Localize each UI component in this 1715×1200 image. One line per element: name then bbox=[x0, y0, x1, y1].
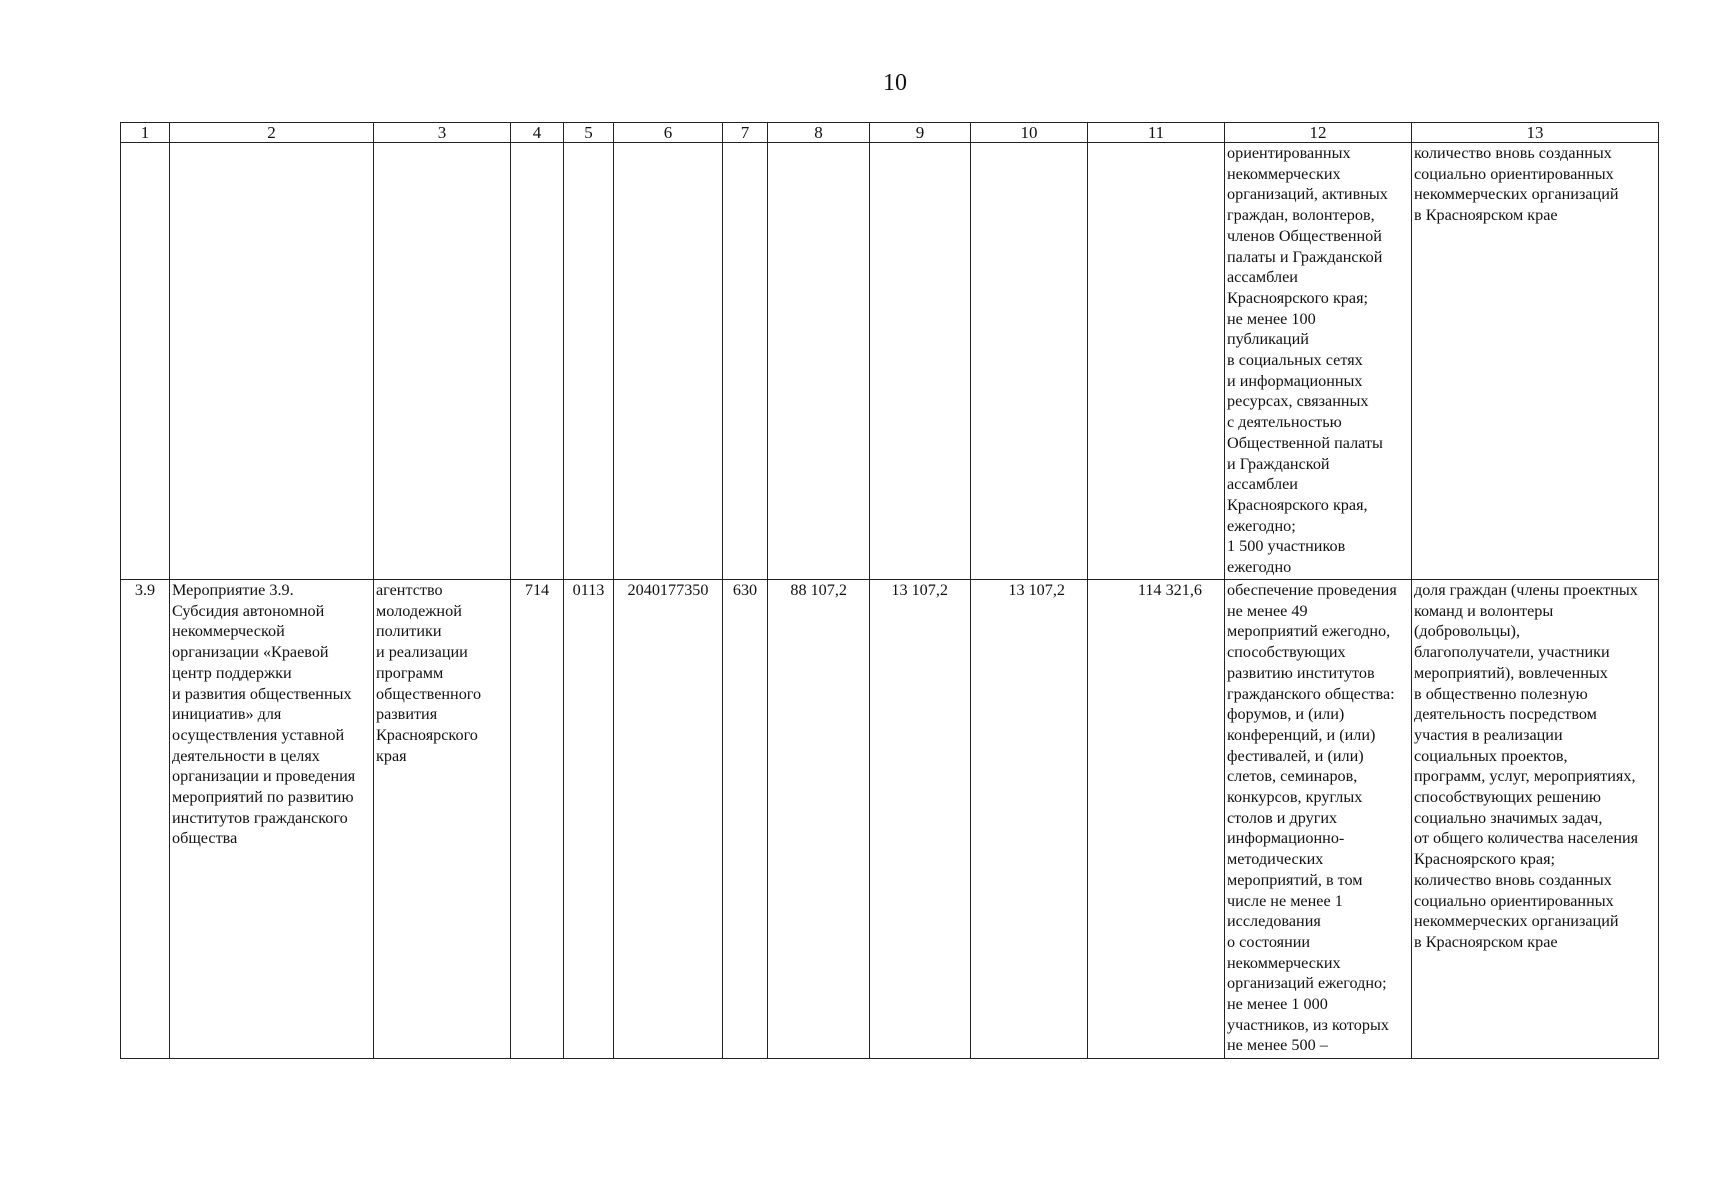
cell-line: некоммерческой bbox=[172, 622, 285, 641]
cell-line: исследования bbox=[1227, 912, 1321, 931]
cell-line: от общего количества населения bbox=[1414, 829, 1639, 848]
table-cell bbox=[1088, 143, 1225, 580]
cell-measure-name bbox=[170, 580, 374, 1059]
table-cell bbox=[121, 143, 170, 580]
cell-amount-year-2: 13 107,2 bbox=[870, 580, 971, 1059]
cell-line: общества bbox=[172, 829, 238, 848]
cell-line: способствующих решению bbox=[1414, 788, 1602, 807]
cell-line: публикаций bbox=[1227, 330, 1309, 349]
cell-line: организации и проведения bbox=[172, 767, 356, 786]
cell-line: не менее 1 000 bbox=[1227, 995, 1328, 1014]
cell-executor bbox=[374, 580, 511, 1059]
cell-line: социально ориентированных bbox=[1414, 891, 1614, 910]
cell-line: способствующих bbox=[1227, 643, 1346, 662]
cell-line: палаты и Гражданской bbox=[1227, 247, 1383, 266]
cell-line: институтов гражданского bbox=[172, 808, 348, 827]
cell-line: центр поддержки bbox=[172, 663, 292, 682]
cell-line: Красноярского края, bbox=[1227, 495, 1368, 514]
cell-line: в Красноярском крае bbox=[1414, 932, 1558, 951]
cell-line: и развития общественных bbox=[172, 684, 352, 703]
header-cell: 5 bbox=[564, 123, 614, 143]
cell-line: края bbox=[376, 746, 407, 765]
cell-line: участия в реализации bbox=[1414, 725, 1563, 744]
cell-line: и информационных bbox=[1227, 371, 1363, 390]
cell-line: осуществления уставной bbox=[172, 725, 345, 744]
cell-line: количество вновь созданных bbox=[1414, 144, 1612, 162]
cell-line: мероприятий по развитию bbox=[172, 788, 354, 807]
table-cell bbox=[374, 143, 511, 580]
cell-line: ассамблеи bbox=[1227, 268, 1298, 287]
table-cell bbox=[614, 143, 723, 580]
cell-line: количество вновь созданных bbox=[1414, 870, 1612, 889]
table-row-continuation bbox=[121, 143, 1659, 580]
table-cell bbox=[564, 143, 614, 580]
header-cell: 13 bbox=[1412, 123, 1659, 143]
header-cell: 10 bbox=[971, 123, 1088, 143]
header-row bbox=[121, 123, 1659, 143]
cell-line: мероприятий ежегодно, bbox=[1227, 622, 1391, 641]
cell-grbs-code: 714 bbox=[511, 580, 564, 1059]
cell-line: Мероприятие 3.9. bbox=[172, 581, 294, 599]
cell-line: числе не менее 1 bbox=[1227, 891, 1343, 910]
cell-line: программ, услуг, мероприятиях, bbox=[1414, 767, 1636, 786]
cell-line: участников, из которых bbox=[1227, 1015, 1389, 1034]
cell-line: граждан, волонтеров, bbox=[1227, 206, 1375, 225]
cell-result-text bbox=[1225, 580, 1412, 1059]
cell-line: Красноярского края; bbox=[1414, 850, 1556, 869]
cell-line: социально значимых задач, bbox=[1414, 808, 1603, 827]
cell-amount-year-3: 13 107,2 bbox=[971, 580, 1088, 1059]
header-cell: 8 bbox=[768, 123, 870, 143]
cell-line: некоммерческих организаций bbox=[1414, 185, 1619, 204]
cell-line: столов и других bbox=[1227, 808, 1338, 827]
cell-line: Общественной палаты bbox=[1227, 433, 1383, 452]
cell-line: в Красноярском крае bbox=[1414, 206, 1558, 225]
cell-line: 1 500 участников bbox=[1227, 537, 1346, 556]
cell-line: молодежной bbox=[376, 601, 462, 620]
cell-line: организаций ежегодно; bbox=[1227, 974, 1387, 993]
cell-line: не менее 100 bbox=[1227, 309, 1316, 328]
table-cell bbox=[511, 143, 564, 580]
cell-line: мероприятий), вовлеченных bbox=[1414, 663, 1608, 682]
cell-line: общественного bbox=[376, 684, 482, 703]
cell-item-number: 3.9 bbox=[121, 580, 170, 1059]
cell-line: обеспечение проведения bbox=[1227, 581, 1397, 599]
header-cell: 7 bbox=[723, 123, 768, 143]
header-cell: 9 bbox=[870, 123, 971, 143]
cell-indicator-text bbox=[1412, 143, 1659, 580]
header-cell: 2 bbox=[170, 123, 374, 143]
cell-amount-year-1: 88 107,2 bbox=[768, 580, 870, 1059]
cell-line: деятельность посредством bbox=[1414, 705, 1597, 724]
cell-line: мероприятий, в том bbox=[1227, 870, 1363, 889]
table-cell bbox=[723, 143, 768, 580]
table-cell bbox=[768, 143, 870, 580]
program-table bbox=[120, 122, 1659, 1059]
cell-line: ориентированных bbox=[1227, 144, 1351, 162]
page-number: 10 bbox=[883, 70, 907, 96]
cell-line: инициатив» для bbox=[172, 705, 282, 724]
cell-line: некоммерческих организаций bbox=[1414, 912, 1619, 931]
cell-line: деятельности в целях bbox=[172, 746, 320, 765]
cell-amount-total: 114 321,6 bbox=[1088, 580, 1225, 1059]
cell-result-text bbox=[1225, 143, 1412, 580]
cell-line: форумов, и (или) bbox=[1227, 705, 1345, 724]
cell-line: в общественно полезную bbox=[1414, 684, 1588, 703]
cell-line: и реализации bbox=[376, 643, 468, 662]
cell-line: (добровольцы), bbox=[1414, 622, 1520, 641]
cell-line: членов Общественной bbox=[1227, 226, 1382, 245]
cell-line: в социальных сетях bbox=[1227, 351, 1363, 370]
cell-line: ресурсах, связанных bbox=[1227, 392, 1369, 411]
cell-line: организации «Краевой bbox=[172, 643, 329, 662]
cell-line: конференций, и (или) bbox=[1227, 725, 1376, 744]
cell-section-code: 0113 bbox=[564, 580, 614, 1059]
cell-line: Субсидия автономной bbox=[172, 601, 325, 620]
cell-line: гражданского общества: bbox=[1227, 684, 1395, 703]
header-cell: 11 bbox=[1088, 123, 1225, 143]
cell-line: о состоянии bbox=[1227, 932, 1311, 951]
cell-line: организаций, активных bbox=[1227, 185, 1388, 204]
cell-indicator-text bbox=[1412, 580, 1659, 1059]
cell-line: ежегодно bbox=[1227, 558, 1292, 577]
cell-line: слетов, семинаров, bbox=[1227, 767, 1358, 786]
cell-line: доля граждан (члены проектных bbox=[1414, 581, 1638, 599]
cell-line: социально ориентированных bbox=[1414, 164, 1614, 183]
cell-line: конкурсов, круглых bbox=[1227, 788, 1363, 807]
cell-line: методических bbox=[1227, 850, 1324, 869]
cell-line: некоммерческих bbox=[1227, 164, 1341, 183]
cell-target-code: 2040177350 bbox=[614, 580, 723, 1059]
cell-expense-type: 630 bbox=[723, 580, 768, 1059]
cell-line: ассамблеи bbox=[1227, 475, 1298, 494]
cell-line: программ bbox=[376, 663, 444, 682]
cell-line: команд и волонтеры bbox=[1414, 601, 1554, 620]
table-cell bbox=[870, 143, 971, 580]
cell-line: не менее 500 – bbox=[1227, 1036, 1328, 1055]
header-cell: 3 bbox=[374, 123, 511, 143]
cell-line: некоммерческих bbox=[1227, 953, 1341, 972]
cell-line: развития bbox=[376, 705, 438, 724]
cell-line: благополучатели, участники bbox=[1414, 643, 1610, 662]
cell-line: Красноярского края; bbox=[1227, 288, 1369, 307]
cell-line: развитию институтов bbox=[1227, 663, 1375, 682]
table-cell bbox=[971, 143, 1088, 580]
cell-line: агентство bbox=[376, 581, 443, 599]
cell-line: фестивалей, и (или) bbox=[1227, 746, 1364, 765]
header-cell: 4 bbox=[511, 123, 564, 143]
cell-line: политики bbox=[376, 622, 442, 641]
cell-line: ежегодно; bbox=[1227, 516, 1296, 535]
header-cell: 12 bbox=[1225, 123, 1412, 143]
cell-line: не менее 49 bbox=[1227, 601, 1308, 620]
table-row-3-9 bbox=[121, 580, 1659, 1059]
cell-line: социальных проектов, bbox=[1414, 746, 1568, 765]
table-cell bbox=[170, 143, 374, 580]
header-cell: 6 bbox=[614, 123, 723, 143]
cell-line: информационно- bbox=[1227, 829, 1345, 848]
cell-line: Красноярского bbox=[376, 725, 478, 744]
header-cell: 1 bbox=[121, 123, 170, 143]
cell-line: и Гражданской bbox=[1227, 454, 1330, 473]
cell-line: с деятельностью bbox=[1227, 413, 1342, 432]
